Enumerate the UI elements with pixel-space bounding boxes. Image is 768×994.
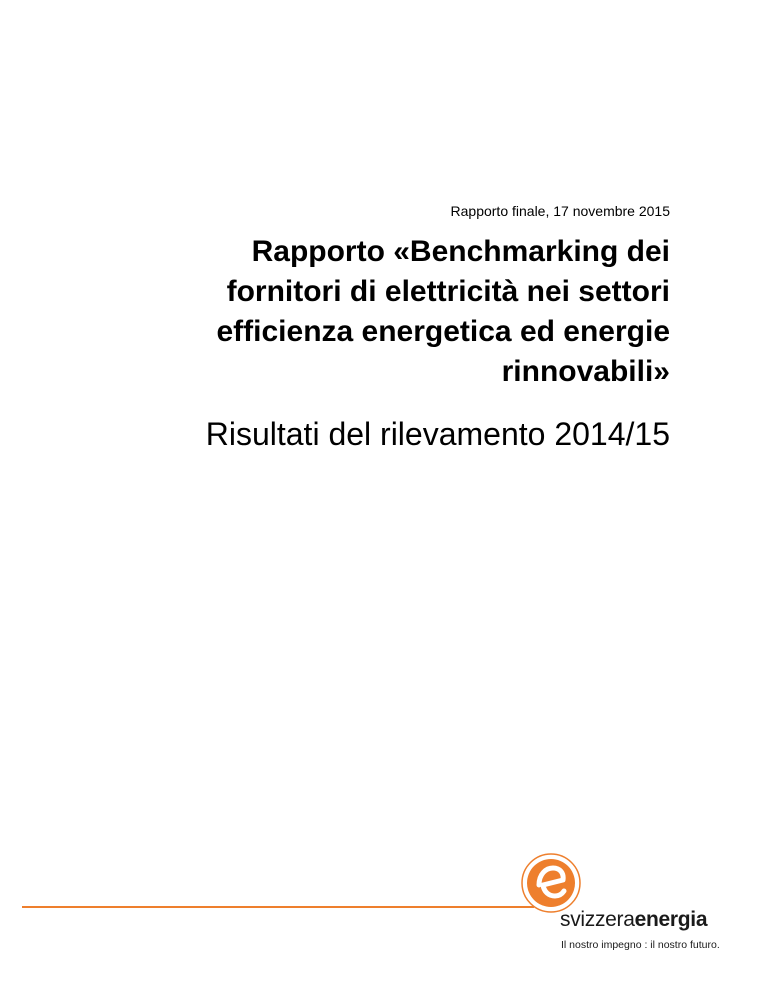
report-date-line: Rapporto finale, 17 novembre 2015 [450,203,670,219]
logo-wordmark [560,907,707,933]
title-line-3: efficienza energetica ed energie [216,315,670,348]
footer-divider [22,906,534,908]
svizzeraenergia-logo [520,852,756,972]
logo-word-svizzera: svizzera [560,908,635,931]
title-line-4: rinnovabili» [501,355,670,388]
e-logo-icon [520,852,582,914]
title-line-1: Rapporto «Benchmarking dei [251,235,670,268]
logo-tagline: Il nostro impegno : il nostro futuro. [561,939,720,951]
logo-word-energia: energia [634,908,708,931]
title-line-2: fornitori di elettricità nei settori [226,275,670,308]
report-subtitle: Risultati del rilevamento 2014/15 [205,416,670,452]
report-title [70,232,670,392]
